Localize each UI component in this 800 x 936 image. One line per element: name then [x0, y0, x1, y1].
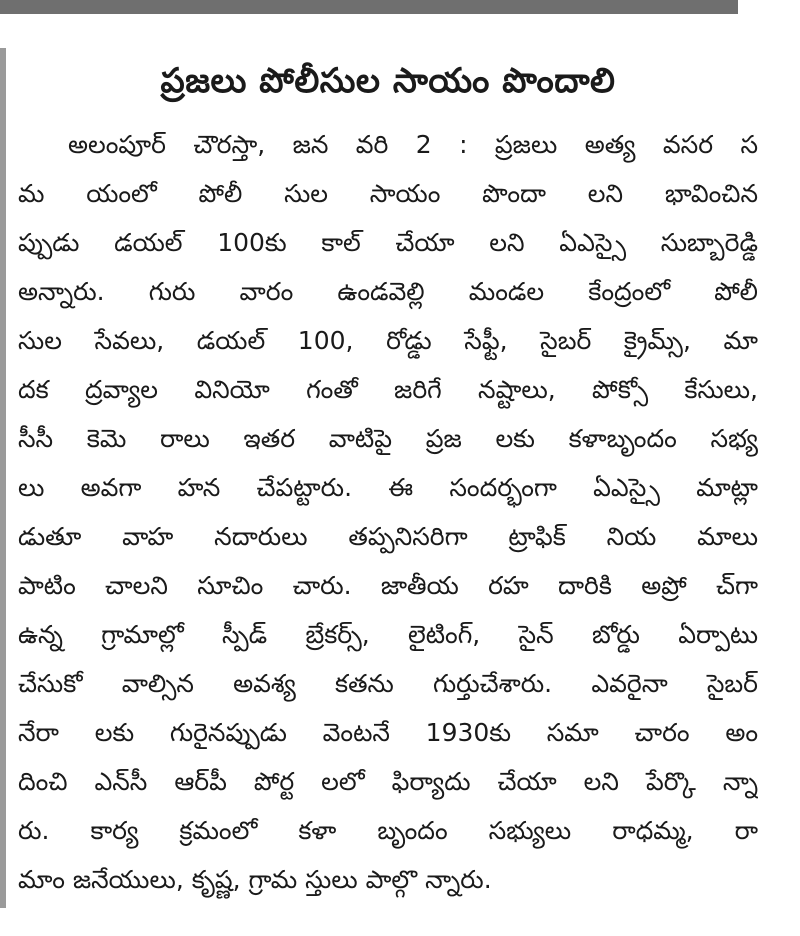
news-article	[18, 46, 758, 904]
body-line: పాటిం చాలని సూచిం చారు. జాతీయ రహ దారికి అప్రో చ్‌గా	[18, 571, 758, 600]
article-body	[18, 120, 758, 904]
body-line: చేసుకో వాల్సిన అవశ్య కతను గుర్తుచేశారు. ఎవరైనా సైబర్	[18, 669, 758, 698]
body-line: డుతూ వాహ నదారులు తప్పనిసరిగా ట్రాఫిక్ నియ మాలు	[18, 522, 758, 551]
body-line: సుల సేవలు, డయల్ 100, రోడ్డు సేఫ్టీ, సైబర్ క్రైమ్స్, మా	[18, 326, 758, 355]
body-line: లు అవగా హన చేపట్టారు. ఈ సందర్భంగా ఏఎస్సై మాట్లా	[18, 473, 758, 502]
body-line: మాం జనేయులు, కృష్ణ, గ్రామ స్తులు పాల్గొ న్నారు.	[18, 865, 492, 894]
body-line: మ యంలో పోలీ సుల సాయం పొందా లని భావించిన	[18, 179, 758, 208]
body-line: రు. కార్య క్రమంలో కళా బృందం సభ్యులు రాధమ్మ, రా	[18, 816, 758, 845]
article-headline: ప్రజలు పోలీసుల సాయం పొందాలి	[160, 61, 616, 101]
body-line: నేరా లకు గురైనప్పుడు వెంటనే 1930కు సమా చారం అం	[18, 718, 758, 747]
body-line: దక ద్రవ్యాల వినియో గంతో జరిగే నష్టాలు, పోక్సో కేసులు,	[18, 375, 758, 404]
body-line: ఉన్న గ్రామాల్లో స్పీడ్ బ్రేకర్స్, లైటింగ్, సైన్ బోర్డు ఏర్పాటు	[18, 620, 758, 649]
body-line: సీసీ కెమె రాలు ఇతర వాటిపై ప్రజ లకు కళాబృందం సభ్య	[18, 424, 758, 453]
top-border-bar	[0, 0, 738, 14]
body-line: ప్పుడు డయల్ 100కు కాల్ చేయా లని ఏఎస్సై సుబ్బారెడ్డి	[18, 228, 758, 257]
body-line: అన్నారు. గురు వారం ఉండవెల్లి మండల కేంద్రంలో పోలీ	[18, 277, 758, 306]
body-line: అలంపూర్ చౌరస్తా, జన వరి 2 : ప్రజలు అత్య వసర స	[68, 130, 758, 159]
column-rule	[0, 48, 6, 908]
body-line: దించి ఎన్‌సీ ఆర్‌పీ పోర్ట లలో ఫిర్యాదు చేయా లని పేర్కొ న్నా	[18, 767, 758, 796]
